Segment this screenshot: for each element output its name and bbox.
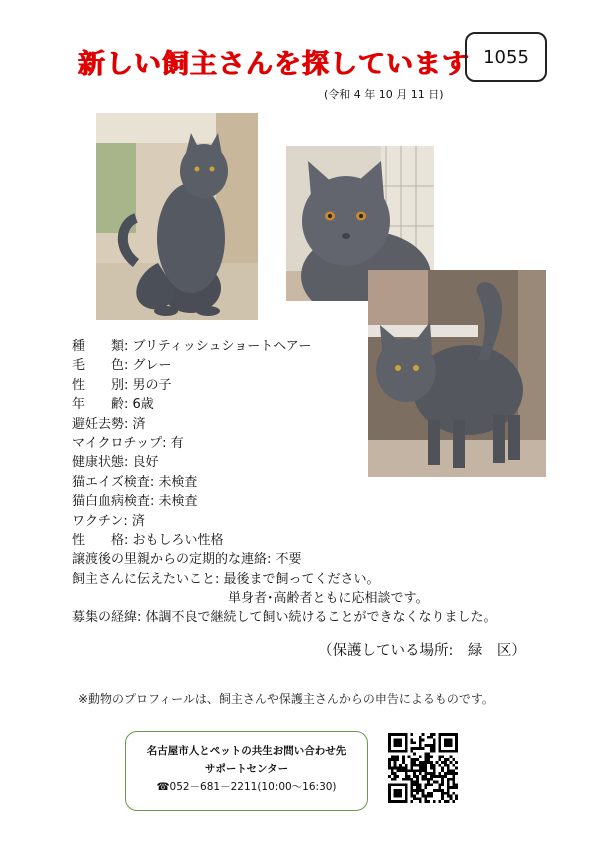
age-row: 年 齢: 6歳 — [72, 397, 154, 413]
contact-requirement-row: 譲渡後の里親からの定期的な連絡: 不要 — [72, 552, 302, 568]
footnote: ※動物のプロフィールは、飼主さんや保護主さんからの申告によるものです。 — [78, 692, 494, 706]
page-title: 新しい飼主さんを探しています — [78, 49, 470, 80]
contact-org: 名古屋市人とペットの共生お問い合わせ先 — [146, 745, 347, 757]
sex-row: 性 別: 男の子 — [72, 377, 172, 393]
felv-row: 猫白血病検査: 未検査 — [72, 494, 198, 510]
contact-box — [125, 731, 368, 811]
contact-phone: ☎052－681－2211(10:00～16:30) — [156, 781, 337, 793]
contact-center: サポートセンター — [204, 763, 289, 775]
species-row: 種 類: ブリティッシュショートヘアー — [72, 339, 312, 354]
reason-row: 募集の経緯: 体調不良で継続して飼い続けることができなくなりました。 — [72, 610, 497, 626]
cat-photo-sitting-looking-up — [96, 113, 258, 320]
message-row-2: 単身者･高齢者ともに応相談です。 — [228, 591, 429, 607]
date: (令和 4 年 10 月 11 日) — [324, 88, 444, 101]
profile-info — [72, 337, 497, 628]
protection-location: （保護している場所: 緑 区） — [318, 643, 526, 659]
microchip-row: マイクロチップ: 有 — [72, 435, 184, 451]
message-row: 飼主さんに伝えたいこと: 最後まで飼ってください。 — [72, 571, 380, 587]
fiv-row: 猫エイズ検査: 未検査 — [72, 474, 198, 490]
health-row: 健康状態: 良好 — [72, 455, 159, 471]
coat-row: 毛 色: グレー — [72, 358, 172, 374]
neuter-row: 避妊去勢: 済 — [72, 416, 146, 432]
id-number-box — [465, 32, 547, 82]
vaccine-row: ワクチン: 済 — [72, 513, 145, 529]
qr-code[interactable] — [388, 733, 458, 803]
id-number: 1055 — [483, 46, 529, 68]
personality-row: 性 格: おもしろい性格 — [72, 532, 224, 548]
